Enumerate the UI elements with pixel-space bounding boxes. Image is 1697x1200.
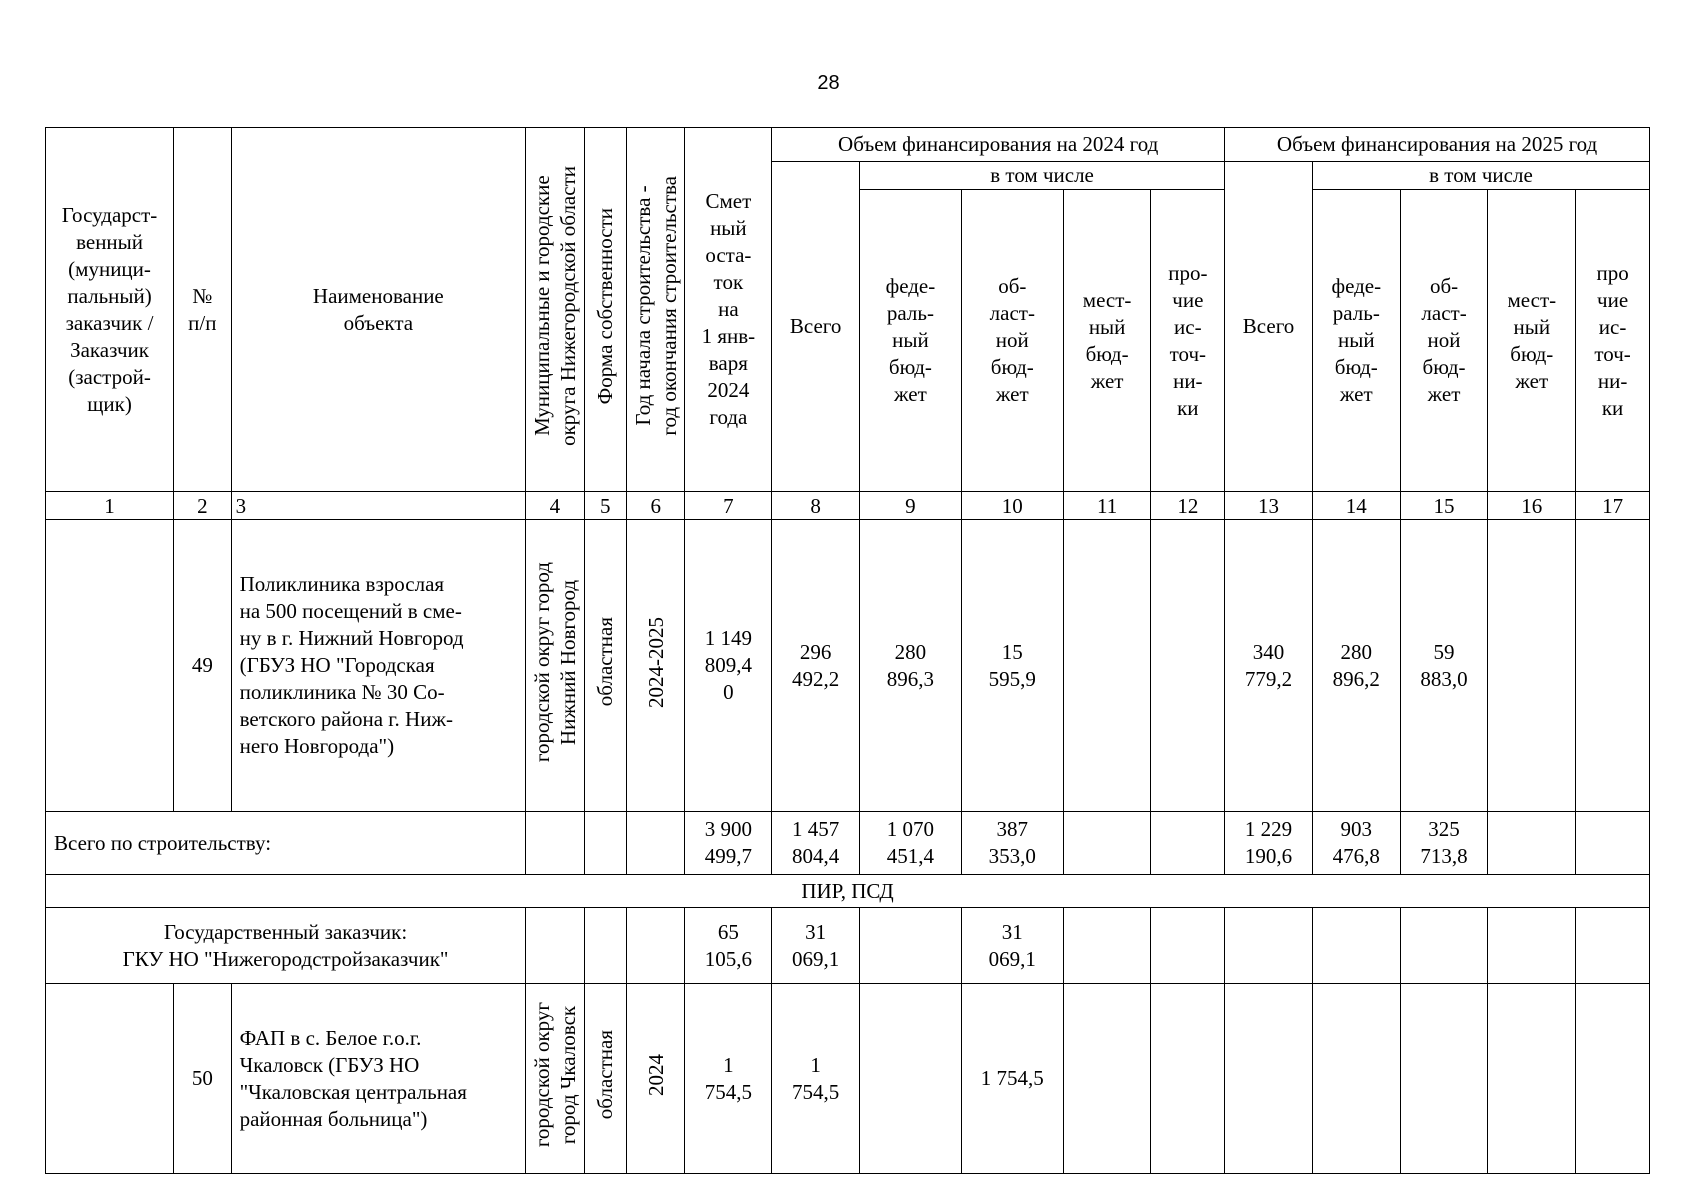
col-number: 6: [626, 492, 685, 520]
cell-estimate: 1 754,5: [685, 984, 772, 1174]
col-number: 16: [1488, 492, 1576, 520]
cell-municipality: [526, 520, 585, 812]
header-including-2025: в том числе: [1312, 162, 1649, 190]
cell-estimate: 1 149 809,4 0: [685, 520, 772, 812]
cell-object-name: Поликлиника взрослая на 500 посещений в сме- ну в г. Нижний Новгород (ГБУЗ НО "Городская поликлиника № 30 Со- ветского района г. Ниж- него Новгорода"): [231, 520, 526, 812]
ownership-text: областная: [593, 1030, 618, 1120]
empty-cell: [1151, 908, 1225, 984]
empty-cell: [1063, 908, 1151, 984]
header-object-name: Наименование объекта: [231, 128, 526, 492]
header-fin-2024: Объем финансирования на 2024 год: [772, 128, 1225, 162]
cell-federal-2024: 280 896,3: [859, 520, 961, 812]
header-total-2025: Всего: [1225, 162, 1313, 492]
cell-years: [626, 520, 685, 812]
header-years-cell: [626, 128, 685, 492]
table-row: [46, 984, 1650, 1174]
header-ownership-cell: [584, 128, 626, 492]
cell-local-2024: [1063, 520, 1151, 812]
col-number: 7: [685, 492, 772, 520]
col-number: 8: [772, 492, 860, 520]
cell-other-2025: [1576, 520, 1650, 812]
header-regional-2024: об- ласт- ной бюд- жет: [961, 190, 1063, 492]
years-text: 2024-2025: [643, 616, 668, 708]
cell-total-2024: 296 492,2: [772, 520, 860, 812]
empty-cell: [584, 908, 626, 984]
header-fin-2025: Объем финансирования на 2025 год: [1225, 128, 1650, 162]
customer-row: [46, 908, 1650, 984]
customer-label: Государственный заказчик: ГКУ НО "Нижегородстройзаказчик": [46, 908, 526, 984]
empty-cell: [859, 908, 961, 984]
cell-customer: [46, 984, 174, 1174]
cell-ownership: [584, 520, 626, 812]
header-municipality-cell: [526, 128, 585, 492]
total-regional-2024: 387 353,0: [961, 812, 1063, 875]
col-number: 9: [859, 492, 961, 520]
header-federal-2025: феде- раль- ный бюд- жет: [1312, 190, 1400, 492]
col-number: 2: [174, 492, 231, 520]
municipality-text: городской округ город Нижний Новгород: [530, 561, 581, 763]
cell-years: [626, 984, 685, 1174]
cell-customer: [46, 520, 174, 812]
header-local-2025: мест- ный бюд- жет: [1488, 190, 1576, 492]
years-text: 2024: [643, 1054, 668, 1096]
page-number: 28: [817, 72, 840, 94]
total-2025: 1 229 190,6: [1225, 812, 1313, 875]
total-estimate: 3 900 499,7: [685, 812, 772, 875]
col-number: 11: [1063, 492, 1151, 520]
customer-regional-2024: 31 069,1: [961, 908, 1063, 984]
customer-total-2024: 31 069,1: [772, 908, 860, 984]
cell-municipality: [526, 984, 585, 1174]
empty-cell: [1576, 812, 1650, 875]
total-regional-2025: 325 713,8: [1400, 812, 1488, 875]
cell-federal-2025: 280 896,2: [1312, 520, 1400, 812]
col-number: 13: [1225, 492, 1313, 520]
customer-estimate: 65 105,6: [685, 908, 772, 984]
col-number: 10: [961, 492, 1063, 520]
empty-cell: [859, 984, 961, 1174]
total-federal-2024: 1 070 451,4: [859, 812, 961, 875]
total-label: Всего по строительству:: [46, 812, 526, 875]
cell-regional-2024: 1 754,5: [961, 984, 1063, 1174]
header-including-2024: в том числе: [859, 162, 1224, 190]
header-years: Год начала строительства - год окончания строительства: [630, 176, 681, 436]
section-title: ПИР, ПСД: [46, 875, 1650, 908]
header-total-2024: Всего: [772, 162, 860, 492]
col-number: 5: [584, 492, 626, 520]
cell-num: 49: [174, 520, 231, 812]
cell-regional-2024: 15 595,9: [961, 520, 1063, 812]
cell-object-name: ФАП в с. Белое г.о.г. Чкаловск (ГБУЗ НО "Чкаловская центральная районная больница"): [231, 984, 526, 1174]
empty-cell: [1400, 908, 1488, 984]
total-federal-2025: 903 476,8: [1312, 812, 1400, 875]
ownership-text: областная: [593, 617, 618, 707]
cell-total-2025: 340 779,2: [1225, 520, 1313, 812]
table-row: [46, 520, 1650, 812]
empty-cell: [1225, 908, 1313, 984]
cell-ownership: [584, 984, 626, 1174]
empty-cell: [1488, 984, 1576, 1174]
col-number: 14: [1312, 492, 1400, 520]
municipality-text: городской округ город Чкаловск: [530, 1002, 581, 1148]
col-number: 3: [231, 492, 526, 520]
header-estimate: Смет ный оста- ток на 1 янв- варя 2024 года: [685, 128, 772, 492]
col-number: 17: [1576, 492, 1650, 520]
col-number: 4: [526, 492, 585, 520]
empty-cell: [1576, 984, 1650, 1174]
empty-cell: [584, 812, 626, 875]
header-other-2024: про- чие ис- точ- ни- ки: [1151, 190, 1225, 492]
cell-num: 50: [174, 984, 231, 1174]
header-other-2025: про чие ис- точ- ни- ки: [1576, 190, 1650, 492]
header-ownership: Форма собственности: [593, 207, 618, 405]
col-number: 1: [46, 492, 174, 520]
empty-cell: [1488, 812, 1576, 875]
total-row: [46, 812, 1650, 875]
empty-cell: [626, 908, 685, 984]
total-2024: 1 457 804,4: [772, 812, 860, 875]
empty-cell: [1225, 984, 1313, 1174]
empty-cell: [1400, 984, 1488, 1174]
cell-regional-2025: 59 883,0: [1400, 520, 1488, 812]
empty-cell: [1063, 984, 1151, 1174]
cell-total-2024: 1 754,5: [772, 984, 860, 1174]
construction-financing-table: [45, 127, 1650, 1174]
empty-cell: [1151, 984, 1225, 1174]
header-federal-2024: феде- раль- ный бюд- жет: [859, 190, 961, 492]
empty-cell: [626, 812, 685, 875]
header-num: № п/п: [174, 128, 231, 492]
empty-cell: [1312, 984, 1400, 1174]
cell-local-2025: [1488, 520, 1576, 812]
header-local-2024: мест- ный бюд- жет: [1063, 190, 1151, 492]
empty-cell: [1576, 908, 1650, 984]
header-regional-2025: об- ласт- ной бюд- жет: [1400, 190, 1488, 492]
header-municipality: Муниципальные и городские округа Нижегородской области: [530, 166, 581, 446]
empty-cell: [1312, 908, 1400, 984]
col-number: 15: [1400, 492, 1488, 520]
col-number: 12: [1151, 492, 1225, 520]
empty-cell: [1063, 812, 1151, 875]
cell-other-2024: [1151, 520, 1225, 812]
empty-cell: [526, 812, 585, 875]
empty-cell: [1488, 908, 1576, 984]
empty-cell: [1151, 812, 1225, 875]
header-customer: Государст- венный (муници- пальный) заказчик / Заказчик (застрой- щик): [46, 128, 174, 492]
empty-cell: [526, 908, 585, 984]
